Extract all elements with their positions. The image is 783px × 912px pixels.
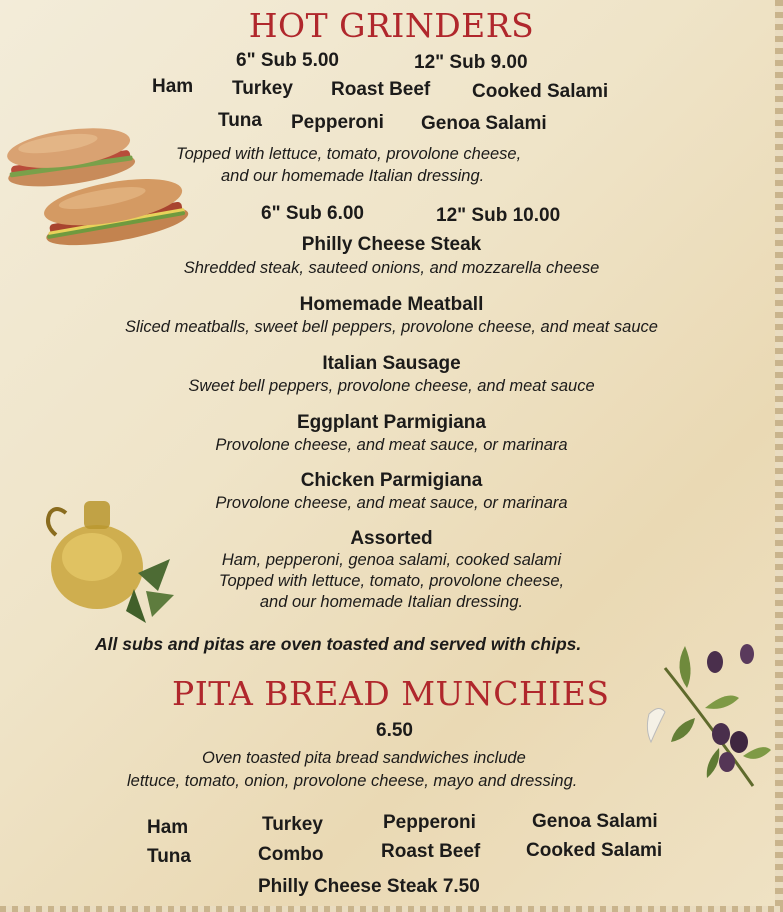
price-6-sub-premium: 6" Sub 6.00 (261, 203, 364, 224)
item-desc-philly-cheese-steak: Shredded steak, sauteed onions, and mozzarella cheese (183, 259, 600, 277)
pita-item-cooked-salami: Cooked Salami (526, 840, 663, 861)
olive-branch-icon (635, 638, 775, 788)
menu-item-pepperoni: Pepperoni (291, 112, 384, 133)
toppings-line-1: Topped with lettuce, tomato, provolone cheese, (176, 145, 522, 163)
pita-desc-line-1: Oven toasted pita bread sandwiches include (202, 749, 526, 767)
item-desc-italian-sausage: Sweet bell peppers, provolone cheese, and meat sauce (188, 377, 595, 395)
item-desc-homemade-meatball: Sliced meatballs, sweet bell peppers, provolone cheese, and meat sauce (125, 318, 658, 336)
menu-item-genoa-salami: Genoa Salami (421, 113, 547, 134)
pita-special-philly: Philly Cheese Steak 7.50 (258, 876, 480, 897)
item-desc-assorted-line-2: Topped with lettuce, tomato, provolone cheese, (218, 572, 565, 590)
menu-item-cooked-salami: Cooked Salami (472, 81, 609, 102)
item-desc-chicken-parmigiana: Provolone cheese, and meat sauce, or marinara (215, 494, 568, 512)
item-name-eggplant-parmigiana: Eggplant Parmigiana (297, 412, 486, 433)
pita-item-roast-beef: Roast Beef (381, 841, 481, 862)
menu-item-ham: Ham (152, 76, 194, 97)
sandwich-icon (0, 118, 200, 248)
item-name-homemade-meatball: Homemade Meatball (299, 294, 484, 315)
item-desc-eggplant-parmigiana: Provolone cheese, and meat sauce, or marinara (215, 436, 568, 454)
section-title-hot-grinders: HOT GRINDERS (248, 6, 535, 45)
item-name-chicken-parmigiana: Chicken Parmigiana (300, 470, 483, 491)
pita-desc-line-2: lettuce, tomato, onion, provolone cheese, mayo and dressing. (127, 772, 578, 790)
menu-item-tuna: Tuna (218, 110, 262, 131)
decorative-border-right (775, 0, 783, 912)
pita-item-genoa-salami: Genoa Salami (532, 811, 658, 832)
subs-note: All subs and pitas are oven toasted and served with chips. (95, 634, 582, 654)
item-name-philly-cheese-steak: Philly Cheese Steak (301, 234, 482, 255)
pita-item-combo: Combo (258, 844, 324, 865)
item-name-italian-sausage: Italian Sausage (322, 353, 461, 374)
pita-price: 6.50 (376, 720, 413, 741)
pita-item-tuna: Tuna (147, 846, 191, 867)
section-title-pita-bread-munchies: PITA BREAD MUNCHIES (172, 674, 610, 713)
decorative-border-bottom (0, 906, 783, 912)
toppings-line-2: and our homemade Italian dressing. (221, 167, 485, 185)
item-name-assorted: Assorted (350, 528, 433, 549)
price-12-sub-premium: 12" Sub 10.00 (436, 205, 561, 226)
price-12-sub: 12" Sub 9.00 (414, 52, 528, 73)
menu-item-turkey: Turkey (232, 78, 293, 99)
pita-item-ham: Ham (147, 817, 189, 838)
pita-item-turkey: Turkey (262, 814, 323, 835)
item-desc-assorted-line-1: Ham, pepperoni, genoa salami, cooked salami (221, 551, 562, 569)
price-6-sub: 6" Sub 5.00 (236, 50, 339, 71)
item-desc-assorted-line-3: and our homemade Italian dressing. (259, 593, 524, 611)
menu-item-roast-beef: Roast Beef (331, 79, 431, 100)
pita-item-pepperoni: Pepperoni (383, 812, 476, 833)
